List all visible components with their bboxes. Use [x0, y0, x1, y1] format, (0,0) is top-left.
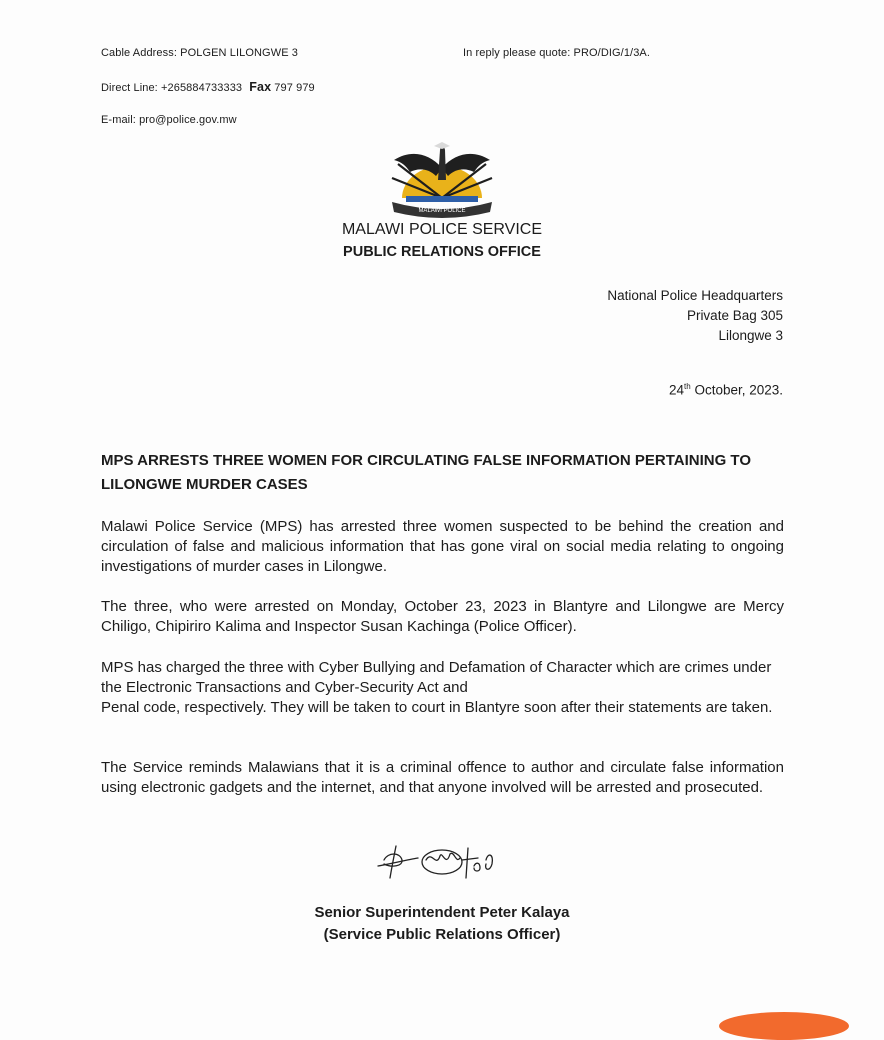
paragraph-line: Penal code, respectively. They will be taken to court in Blantyre soon after their statements are taken.	[101, 699, 773, 716]
police-crest-icon	[380, 140, 505, 220]
corner-orange-mark	[719, 1012, 849, 1040]
contact-line	[101, 80, 315, 94]
body-paragraph	[101, 658, 784, 718]
email-address: E-mail: pro@police.gov.mw	[101, 114, 237, 126]
cable-address: Cable Address: POLGEN LILONGWE 3	[101, 47, 298, 59]
body-paragraph: Malawi Police Service (MPS) has arrested three women suspected to be behind the creation and circulation of false and malicious information that has gone viral on social media relating to ongoing investigations of murder cases in Lilongwe.	[101, 518, 784, 575]
signatory-block	[0, 902, 884, 946]
date-suffix: th	[684, 382, 691, 391]
signatory-title: (Service Public Relations Officer)	[323, 926, 561, 943]
fax-label: Fax	[249, 80, 272, 94]
date-rest: October, 2023.	[690, 382, 783, 398]
address-line: National Police Headquarters	[607, 288, 783, 303]
date-day: 24	[668, 382, 685, 398]
address-line: Private Bag 305	[686, 308, 783, 323]
office-name: PUBLIC RELATIONS OFFICE	[343, 244, 541, 260]
press-release-headline: MPS ARRESTS THREE WOMEN FOR CIRCULATING FALSE INFORMATION PERTAINING TO LILONGWE MURDER CASES	[101, 452, 751, 493]
crest-ribbon-text: MALAWI POLICE	[418, 208, 466, 214]
paragraph-line: MPS has charged the three with Cyber Bullying and Defamation of Character which are crimes under the Electronic Transactions and Cyber-Security Act and	[101, 659, 772, 696]
body-paragraph: The Service reminds Malawians that it is a criminal offence to author and circulate false information using electronic gadgets and the internet, and that anyone involved will be arrested and prosecuted.	[101, 759, 784, 796]
handwritten-signature	[370, 838, 510, 888]
direct-line: Direct Line: +265884733333	[101, 82, 243, 94]
signatory-name: Senior Superintendent Peter Kalaya	[314, 904, 570, 921]
reply-quote: In reply please quote: PRO/DIG/1/3A.	[463, 47, 651, 59]
address-block	[607, 286, 783, 346]
address-line: Lilongwe 3	[718, 328, 783, 343]
fax-number: 797 979	[274, 82, 315, 94]
letter-date	[669, 382, 783, 398]
organization-name: MALAWI POLICE SERVICE	[341, 221, 543, 238]
body-paragraph: The three, who were arrested on Monday, October 23, 2023 in Blantyre and Lilongwe are Mercy Chiligo, Chipiriro Kalima and Inspector Susan Kachinga (Police Officer).	[101, 598, 784, 635]
